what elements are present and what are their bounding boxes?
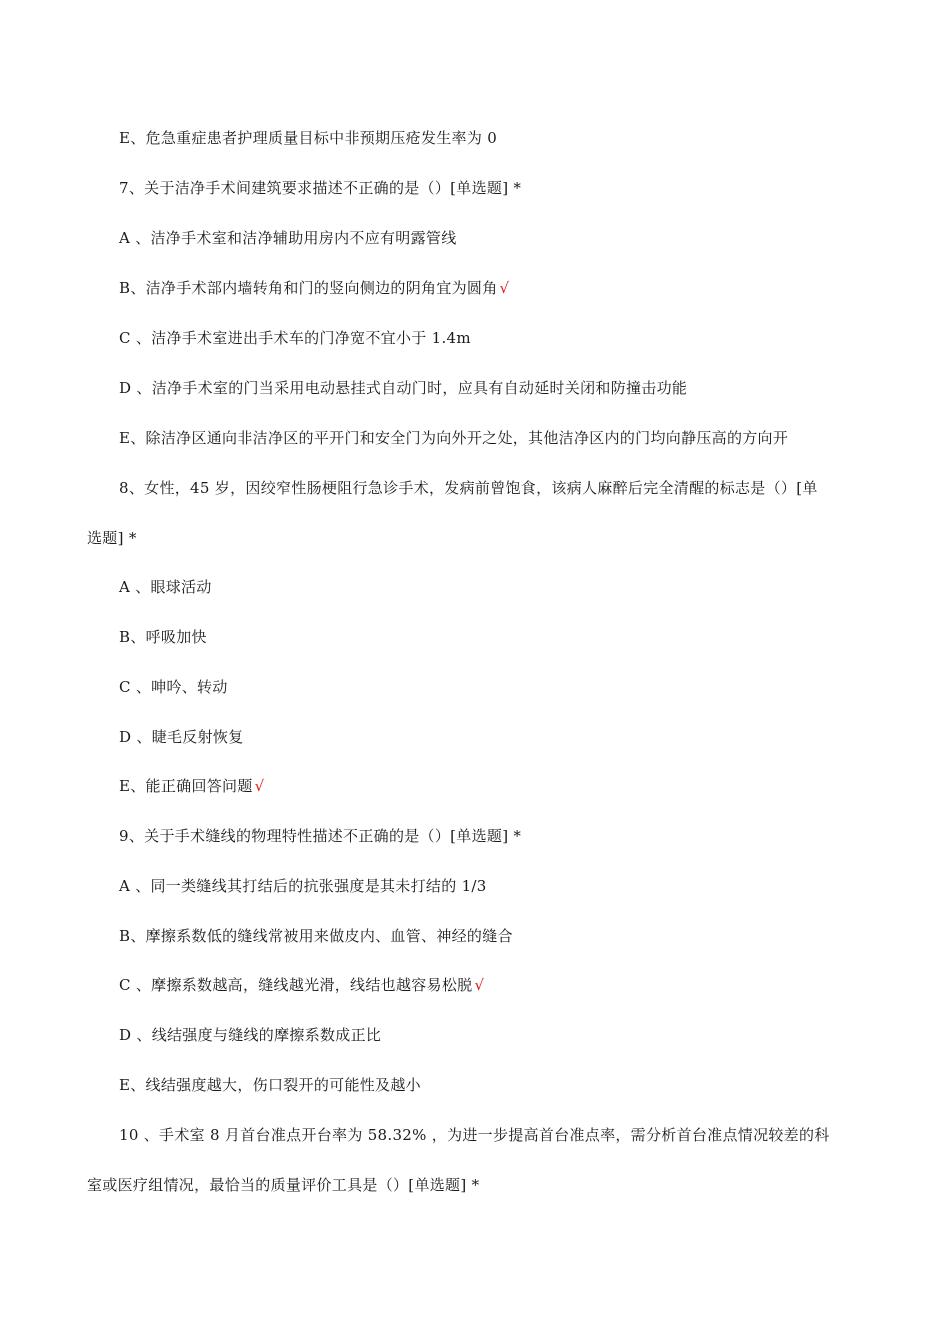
q7-option-d — [119, 378, 687, 398]
option-text: C 、呻吟、转动 — [119, 678, 228, 696]
q8-option-d — [119, 727, 244, 747]
q9-option-e — [119, 1075, 421, 1095]
option-text: A 、洁净手术室和洁净辅助用房内不应有明露管线 — [119, 229, 457, 247]
q7-option-e — [119, 428, 788, 448]
option-text: E、除洁净区通向非洁净区的平开门和安全门为向外开之处，其他洁净区内的门均向静压高的方向开 — [119, 429, 789, 447]
correct-check-icon: √ — [499, 279, 510, 297]
q9-question — [119, 826, 521, 846]
option-text: A 、同一类缝线其打结后的抗张强度是其未打结的 1/3 — [119, 877, 487, 895]
question-text: 8、女性，45 岁，因绞窄性肠梗阻行急诊手术，发病前曾饱食，该病人麻醉后完全清醒的标志是（）[单 — [119, 479, 818, 497]
option-text: D 、洁净手术室的门当采用电动悬挂式自动门时，应具有自动延时关闭和防撞击功能 — [119, 379, 688, 397]
q8-option-b — [119, 627, 207, 647]
option-text: B、呼吸加快 — [119, 628, 207, 646]
correct-check-icon: √ — [254, 777, 265, 795]
q9-option-a — [119, 876, 487, 896]
option-text: E、能正确回答问题 — [119, 777, 253, 795]
q9-option-d — [119, 1025, 381, 1045]
option-text: E、线结强度越大，伤口裂开的可能性及越小 — [119, 1076, 421, 1094]
option-text: D 、线结强度与缝线的摩擦系数成正比 — [119, 1026, 382, 1044]
q9-option-c — [119, 975, 484, 995]
question-text: 10 、手术室 8 月首台准点开台率为 58.32% ，为进一步提高首台准点率，需分析首台准点情况较差的科 — [119, 1126, 830, 1144]
question-text: 9、关于手术缝线的物理特性描述不正确的是（）[单选题] * — [119, 827, 522, 845]
question-text: 室或医疗组情况，最恰当的质量评价工具是（）[单选题] * — [87, 1176, 480, 1194]
q7-question — [119, 178, 521, 198]
option-text: D 、睫毛反射恢复 — [119, 728, 244, 746]
q8-option-e — [119, 776, 265, 796]
q10-question-line1 — [119, 1125, 830, 1145]
question-text: 选题] * — [87, 529, 137, 547]
q9-option-b — [119, 926, 513, 946]
q8-question-line1 — [119, 478, 818, 498]
q8-question-line2 — [87, 528, 137, 548]
option-text: B、洁净手术部内墙转角和门的竖向侧边的阴角宜为圆角 — [119, 279, 498, 297]
q7-option-c — [119, 328, 471, 348]
option-text: B、摩擦系数低的缝线常被用来做皮内、血管、神经的缝合 — [119, 927, 513, 945]
q10-question-line2 — [87, 1175, 479, 1195]
correct-check-icon: √ — [474, 976, 485, 994]
q8-option-c — [119, 677, 228, 697]
q7-option-b — [119, 278, 509, 298]
option-text: C 、洁净手术室进出手术车的门净宽不宜小于 1.4m — [119, 329, 471, 347]
option-text: C 、摩擦系数越高，缝线越光滑，线结也越容易松脱 — [119, 976, 473, 994]
option-text: A 、眼球活动 — [119, 578, 212, 596]
q7-option-a — [119, 228, 457, 248]
q8-option-a — [119, 577, 212, 597]
option-text: E、危急重症患者护理质量目标中非预期压疮发生率为 0 — [119, 129, 498, 147]
q6-option-e — [119, 128, 497, 148]
question-text: 7、关于洁净手术间建筑要求描述不正确的是（）[单选题] * — [119, 179, 522, 197]
